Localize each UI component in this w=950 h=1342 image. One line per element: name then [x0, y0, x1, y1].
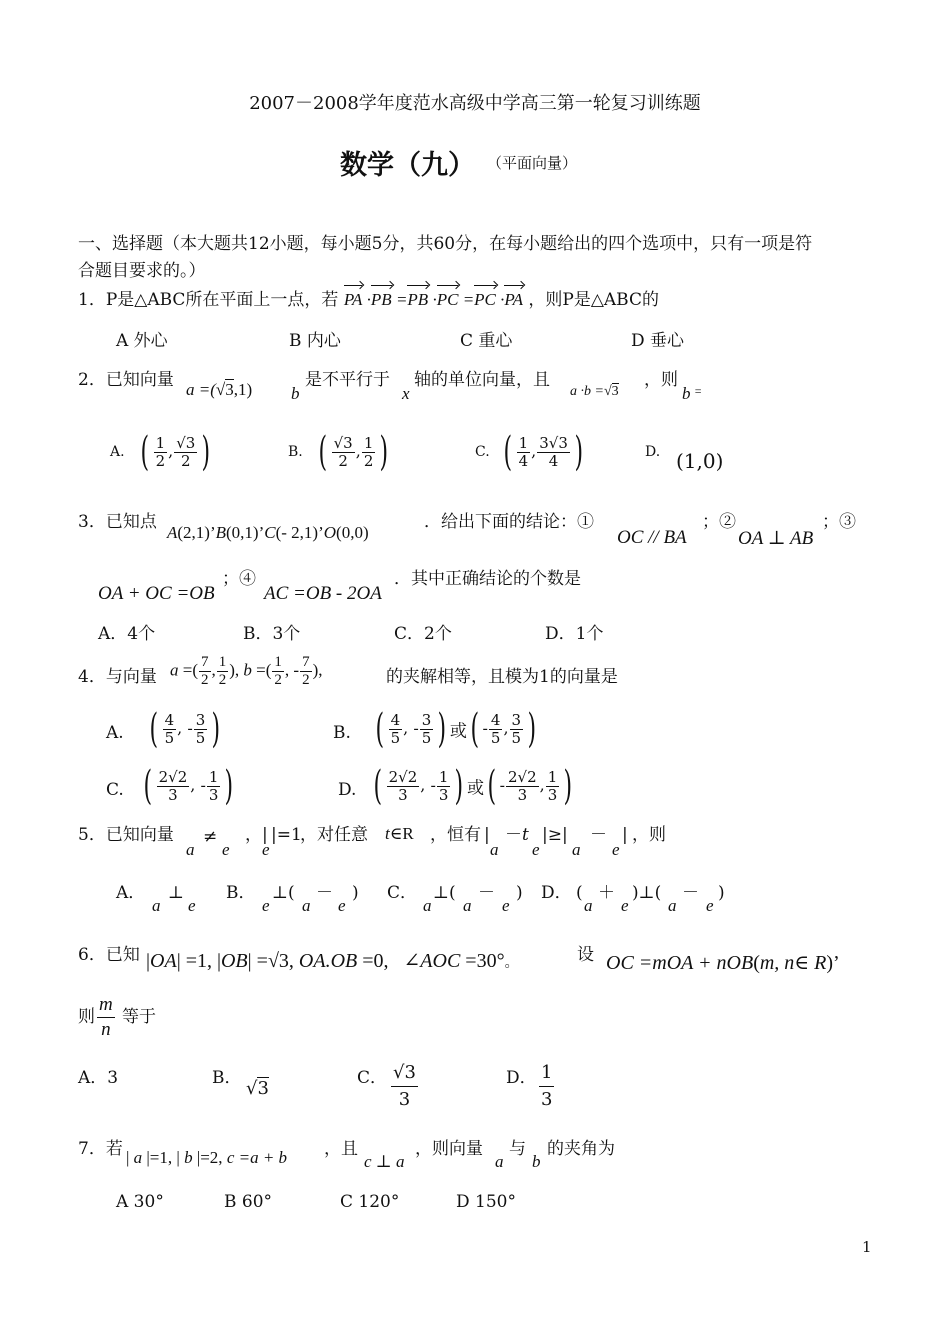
- q5-ineq-minus-t: －t: [505, 825, 529, 845]
- q3-stem-start: 3．已知点: [78, 512, 157, 532]
- q5-var-a3: a: [572, 840, 581, 859]
- q7-stem-end: 的夹角为: [547, 1139, 615, 1159]
- q2-option-b-label: B.: [288, 444, 303, 460]
- q6-stem-let: 设: [577, 945, 594, 965]
- q1-stem-start: 1．P是△ABC所在平面上一点，若: [78, 290, 339, 310]
- q3-sep-2: ；②: [702, 512, 736, 532]
- q3-points: A(2,1)’B(0,1)’C(- 2,1)’O(0,0): [167, 523, 369, 542]
- q3-option-b: B．3个: [243, 624, 301, 644]
- q5-option-b-label: B．: [226, 883, 256, 903]
- q2-option-a-value: ( $\frac{1}{2}$ , $\frac{√3}{2}$ ): [140, 429, 211, 475]
- q6-option-d-label: D．: [506, 1068, 537, 1088]
- q2-stem-cond: 轴的单位向量，且: [414, 370, 550, 390]
- q5-option-d-a: a: [584, 896, 593, 915]
- q2-stem-end: ，则: [644, 370, 678, 390]
- q7-conditions: | a |=1, | b |=2, c =a + b: [126, 1148, 288, 1167]
- section-instructions-line2: 合题目要求的。）: [78, 261, 206, 281]
- q6-stem-then: 则: [78, 1007, 95, 1027]
- q5-option-b-minus: －: [316, 883, 333, 903]
- section-instructions-line1: 一、选择题（本大题共12小题，每小题5分，共60分，在每小题给出的四个选项中，只有一项是符: [78, 234, 813, 254]
- q6-option-a: A．3: [78, 1068, 119, 1088]
- q4-option-c-value: ( $\frac{2√2}{3}$ , - $\frac{1}{3}$ ): [143, 763, 234, 809]
- q2-vector-a-def: a =(√3,1): [186, 380, 253, 399]
- q4-vectors: a =( $\frac{7}{2}$ , $\frac{1}{2}$ ), b =( $\frac{1}{2}$ , - $\frac{7}{2}$ ),: [170, 654, 323, 688]
- q5-option-b-e2: e: [338, 896, 346, 915]
- q3-sep-3: ；③: [822, 512, 856, 532]
- q7-stem-start: 7．若: [78, 1139, 123, 1159]
- q5-var-e1: e: [222, 840, 230, 859]
- q4-option-d-value: ( $\frac{2√2}{3}$ , - $\frac{1}{3}$ ) 或( - $\frac{2√2}{3}$ , $\frac{1}{3}$ ): [373, 763, 573, 809]
- q6-option-b-value: √3: [246, 1078, 269, 1099]
- q5-not-equal: ≠: [203, 827, 218, 847]
- q6-stem-equals: 等于: [122, 1007, 156, 1027]
- q2-stem-mid: 是不平行于: [305, 370, 390, 390]
- q1-option-b: B 内心: [289, 331, 341, 351]
- q5-option-d-open: (: [576, 883, 583, 903]
- q5-option-b-e: e: [262, 896, 270, 915]
- q5-abs-open: ，|: [245, 825, 268, 845]
- q4-stem-start: 4．与向量: [78, 667, 157, 687]
- q5-abs-eq: |=1: [271, 825, 302, 845]
- q5-var-e3: e: [532, 840, 540, 859]
- q5-option-a-label: A．: [116, 883, 146, 903]
- q5-option-d-plus: ＋: [598, 883, 615, 903]
- q2-option-d-value: (1,0): [676, 449, 724, 473]
- page-number: 1: [862, 1238, 872, 1256]
- q5-option-c-label: C．: [387, 883, 418, 903]
- q4-option-a-value: ( $\frac{4}{5}$ , - $\frac{3}{5}$ ): [149, 706, 221, 752]
- q4-option-a-label: A.: [106, 723, 124, 743]
- q7-var-b: b: [532, 1152, 541, 1171]
- q5-var-a2: a: [490, 840, 499, 859]
- q2-option-a-label: A.: [110, 444, 125, 460]
- question-1: [78, 289, 659, 311]
- q5-option-d-close: ): [718, 883, 725, 903]
- q5-ineq-minus: －: [590, 825, 607, 845]
- q5-option-d-e2: e: [706, 896, 714, 915]
- q7-stem-and2: 与: [509, 1139, 526, 1159]
- q2-option-d-label: D.: [645, 444, 661, 460]
- q5-option-b-a: a: [302, 896, 311, 915]
- q7-option-c: C 120°: [340, 1192, 400, 1212]
- q5-option-d-minus: －: [682, 883, 699, 903]
- q3-sep-4: ；④: [222, 569, 256, 589]
- q3-conclusion-4: AC =OB - 2OA: [264, 583, 382, 604]
- q3-stem-conclusions: ．给出下面的结论：①: [424, 512, 594, 532]
- q3-option-d: D．1个: [545, 624, 604, 644]
- q5-var-e4: e: [612, 840, 620, 859]
- q6-oc-expression: OC =mOA + nOB(m, n∈ R)’: [606, 952, 840, 974]
- q2-x-axis: x: [402, 384, 410, 403]
- q5-ineq-geq: |≥|: [542, 825, 568, 845]
- q3-option-a: A．4个: [98, 624, 156, 644]
- q7-stem-and: ，且: [324, 1139, 358, 1159]
- q1-vector-equation: PA ·PB =PB ·PC =PC ·PA: [343, 290, 523, 309]
- q5-ineq-close: |: [622, 825, 628, 845]
- q5-option-c-perp: ⊥(: [433, 883, 456, 903]
- q4-option-b-value: ( $\frac{4}{5}$ , - $\frac{3}{5}$ ) 或( - $\frac{4}{5}$ , $\frac{3}{5}$ ): [375, 706, 537, 752]
- q6-option-b-label: B．: [212, 1068, 242, 1088]
- q5-option-a-perp: ⊥: [168, 883, 184, 903]
- q4-option-b-label: B.: [333, 723, 351, 743]
- q7-c-perp-a: c ⊥ a: [364, 1152, 405, 1171]
- q1-option-c: C 重心: [460, 331, 513, 351]
- q2-stem-start: 2．已知向量: [78, 370, 174, 390]
- q2-option-c-label: C.: [475, 444, 490, 460]
- q7-var-a: a: [495, 1152, 504, 1171]
- subject-title: 数学（九）: [340, 150, 475, 181]
- q2-dot-condition: a ·b =√3: [570, 384, 619, 399]
- q1-option-a: A 外心: [116, 331, 168, 351]
- q5-option-c-close: ): [516, 883, 523, 903]
- q5-t-in-r: t∈R: [385, 824, 414, 843]
- q2-vector-b: b: [291, 384, 300, 403]
- q5-stem-always: ，恒有: [430, 825, 481, 845]
- q5-option-c-a: a: [423, 896, 432, 915]
- q4-option-d-label: D.: [338, 780, 357, 800]
- q5-var-e2: e: [262, 840, 270, 859]
- q5-stem-any: ，对任意: [300, 825, 368, 845]
- q3-conclusion-3: OA + OC =OB: [98, 583, 215, 604]
- q6-option-c-label: C．: [357, 1068, 388, 1088]
- q5-var-a1: a: [186, 840, 195, 859]
- q5-option-c-e: e: [502, 896, 510, 915]
- q6-m-over-n: $\frac{m}{n}$: [99, 994, 113, 1040]
- q3-conclusion-2: OA ⊥ AB: [738, 528, 814, 549]
- q5-option-d-e: e: [621, 896, 629, 915]
- q6-option-d-value: $\frac{1}{3}$: [541, 1062, 553, 1110]
- document-title: 2007－2008学年度范水高级中学高三第一轮复习训练题: [249, 93, 701, 114]
- subject-subtitle: （平面向量）: [487, 154, 578, 172]
- q5-option-a-e: e: [188, 896, 196, 915]
- q5-option-d-a2: a: [668, 896, 677, 915]
- q4-stem-end: 的夹解相等，且模为1的向量是: [386, 667, 618, 687]
- q5-option-d-perp: )⊥(: [632, 883, 662, 903]
- q5-stem-end: ，则: [632, 825, 666, 845]
- q3-stem-end: ．其中正确结论的个数是: [394, 569, 581, 589]
- q4-option-b-or: 或: [449, 721, 467, 742]
- q4-option-d-or: 或: [467, 778, 484, 799]
- q2-option-c-value: ( $\frac{1}{4}$ , $\frac{3√3}{4}$ ): [503, 429, 584, 475]
- q2-vector-b-answer: b =: [682, 384, 702, 403]
- q7-option-d: D 150°: [456, 1192, 516, 1212]
- q5-stem-start: 5．已知向量: [78, 825, 174, 845]
- q1-stem-end: ，则P是△ABC的: [528, 290, 659, 310]
- q6-stem-start: 6．已知: [78, 945, 140, 965]
- q2-option-b-value: ( $\frac{√3}{2}$ , $\frac{1}{2}$ ): [318, 429, 389, 475]
- q7-option-b: B 60°: [224, 1192, 273, 1212]
- q5-option-c-a2: a: [463, 896, 472, 915]
- q5-option-d-label: D．: [541, 883, 572, 903]
- q5-option-c-minus: －: [478, 883, 495, 903]
- q4-option-c-label: C.: [106, 780, 124, 800]
- q1-option-d: D 垂心: [631, 331, 685, 351]
- q6-conditions: |OA| =1, |OB| =√3, OA.OB =0, ∠AOC =30°。: [146, 950, 519, 972]
- q6-option-c-value: $\frac{√3}{3}$: [393, 1062, 416, 1110]
- q7-stem-then: ，则向量: [415, 1139, 483, 1159]
- q7-option-a: A 30°: [116, 1192, 164, 1212]
- q5-option-b-perp: ⊥(: [272, 883, 295, 903]
- q3-conclusion-1: OC // BA: [617, 527, 687, 548]
- q5-option-b-close: ): [352, 883, 359, 903]
- q5-ineq-bar1: |: [484, 825, 490, 845]
- q3-option-c: C．2个: [394, 624, 452, 644]
- q5-option-a-a: a: [152, 896, 161, 915]
